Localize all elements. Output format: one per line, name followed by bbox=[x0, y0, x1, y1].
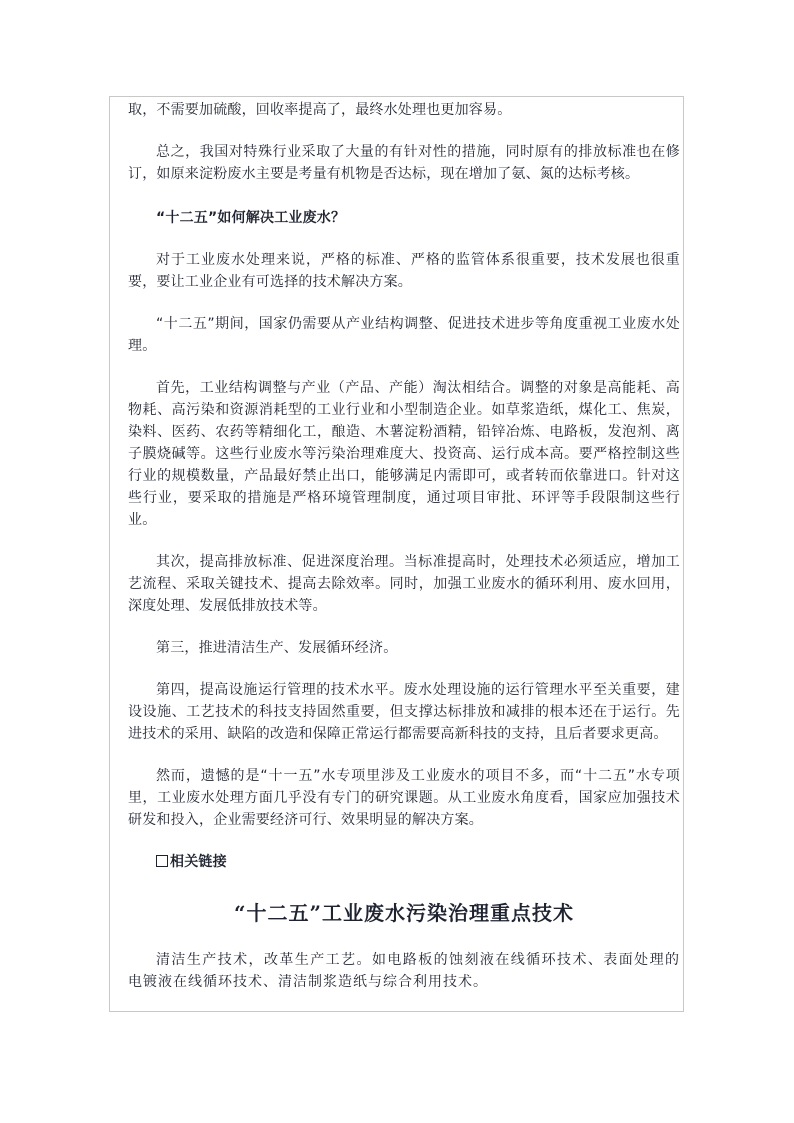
article-subtitle: “十二五”工业废水污染治理重点技术 bbox=[233, 901, 574, 925]
related-links-label: 相关链接 bbox=[170, 854, 227, 870]
checkbox-square-icon bbox=[156, 855, 168, 867]
paragraph: 首先，工业结构调整与产业（产品、产能）淘汰相结合。调整的对象是高能耗、高物耗、高污染和资源消耗型的工业行业和小型制造企业。如草浆造纸，煤化工、焦炭，染料、医药、农药等精细化工，酿造、木薯淀粉酒精，铅锌冶炼、电路板，发泡剂、离子膜烧碱等。这些行业废水等污染治理难度大、投资高、运行成本高。要严格控制这些行业的规模数量，产品最好禁止出口，能够满足内需即可，或者转而依靠进口。针对这些行业，要采取的措施是严格环境管理制度，通过项目审批、环评等手段限制这些行业。 bbox=[128, 380, 680, 528]
paragraph: 总之，我国对特殊行业采取了大量的有针对性的措施，同时原有的排放标准也在修订，如原来淀粉废水主要是考量有机物是否达标，现在增加了氨、氮的达标考核。 bbox=[128, 144, 680, 182]
paragraph: 清洁生产技术，改革生产工艺。如电路板的蚀刻液在线循环技术、表面处理的电镀液在线循环技术、清洁制浆造纸与综合利用技术。 bbox=[128, 952, 680, 990]
paragraph: 第四，提高设施运行管理的技术水平。废水处理设施的运行管理水平至关重要，建设设施、工艺技术的科技支持固然重要，但支撑达标排放和减排的根本还在于运行。先进技术的采用、缺陷的改造和保障正常运行都需要高新科技的支持，且后者要求更高。 bbox=[128, 682, 680, 742]
paragraph: 取，不需要加硫酸，回收率提高了，最终水处理也更加容易。 bbox=[128, 102, 512, 118]
paragraph: “十二五”期间，国家仍需要从产业结构调整、促进技术进步等角度重视工业废水处理。 bbox=[128, 316, 680, 354]
document-body bbox=[128, 96, 680, 993]
paragraph: 第三，推进清洁生产、发展循环经济。 bbox=[156, 640, 398, 656]
section-heading: “十二五”如何解决工业废水？ bbox=[156, 210, 346, 226]
paragraph: 对于工业废水处理来说，严格的标准、严格的监管体系很重要，技术发展也很重要，要让工业企业有可选择的技术解决方案。 bbox=[128, 252, 680, 290]
paragraph: 然而，遗憾的是“十一五”水专项里涉及工业废水的项目不多，而“十二五”水专项里，工业废水处理方面几乎没有专门的研究课题。从工业废水角度看，国家应加强技术研发和投入，企业需要经济可行、效果明显的解决方案。 bbox=[128, 768, 680, 828]
paragraph: 其次，提高排放标准、促进深度治理。当标准提高时，处理技术必须适应，增加工艺流程、采取关键技术、提高去除效率。同时，加强工业废水的循环利用、废水回用，深度处理、发展低排放技术等。 bbox=[128, 554, 680, 614]
related-links-heading bbox=[128, 851, 680, 873]
